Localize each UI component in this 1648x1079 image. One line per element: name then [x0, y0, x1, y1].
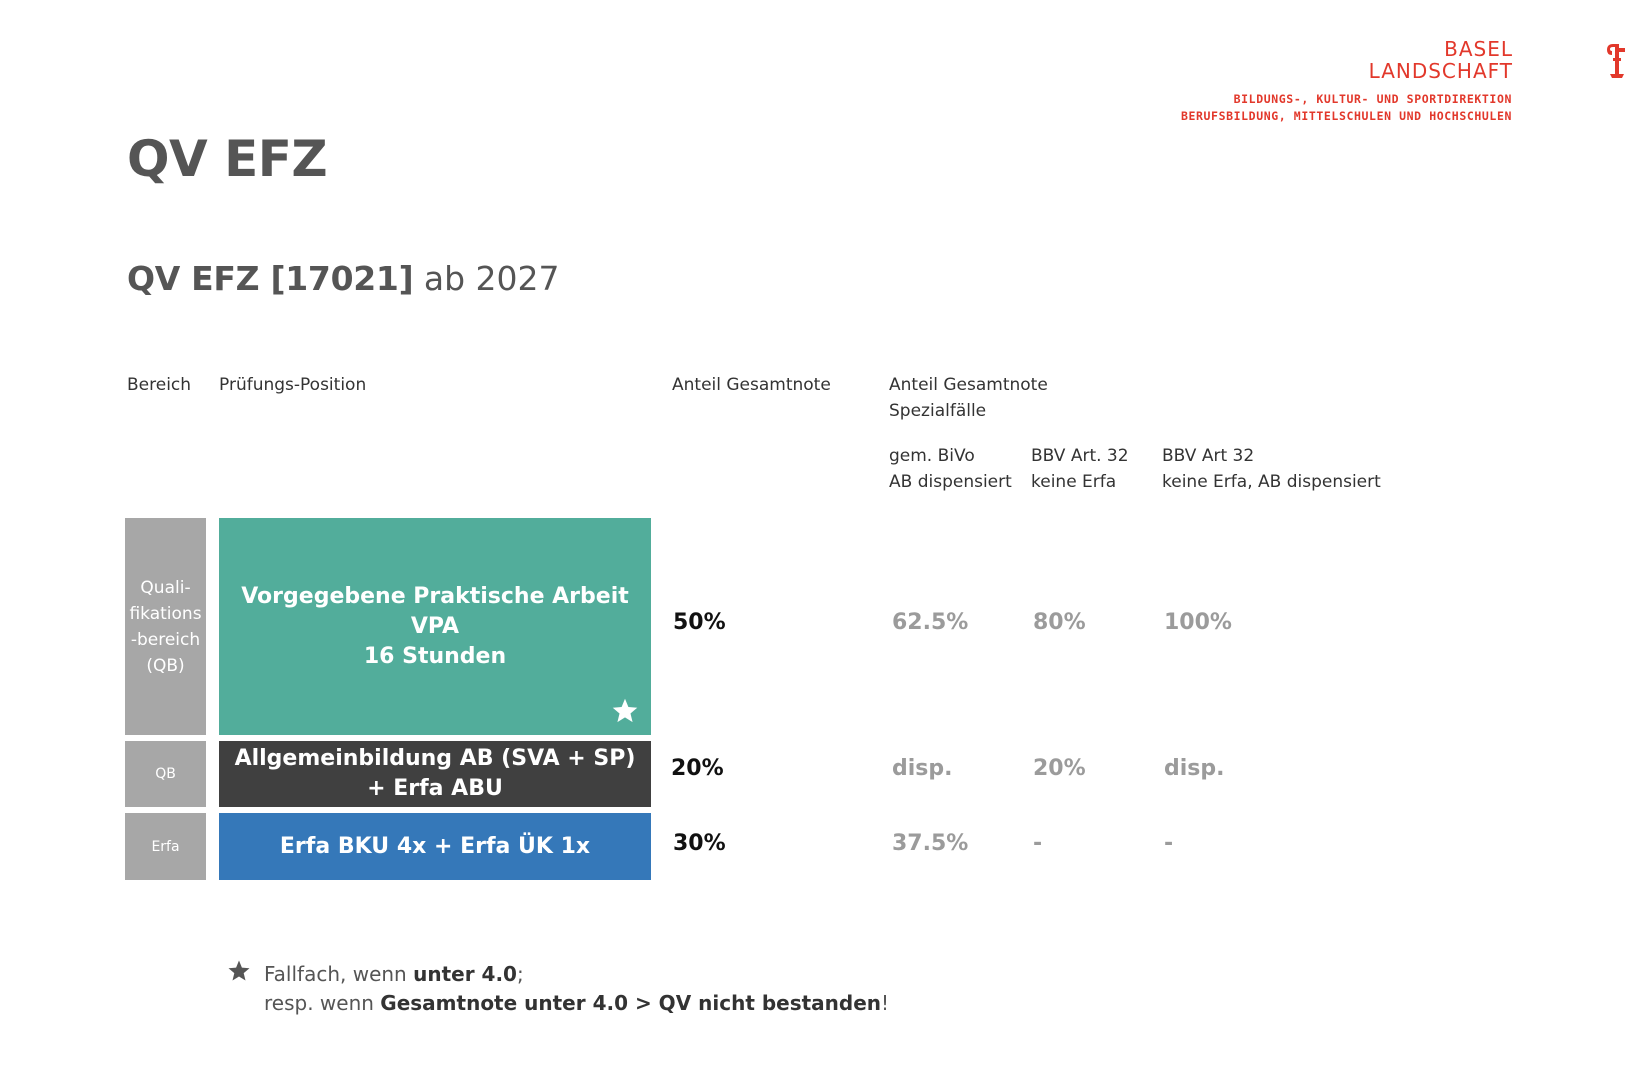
logo-line-landschaft: LANDSCHAFT	[1368, 59, 1513, 83]
footnote	[264, 960, 889, 1018]
bereich-line: -bereich	[130, 629, 201, 650]
anteil-value: 30%	[673, 831, 726, 856]
position-line: Erfa BKU 4x + Erfa ÜK 1x	[279, 833, 591, 859]
logo-subtitle-1: BILDUNGS-, KULTUR- UND SPORTDIREKTION	[1233, 92, 1512, 106]
footnote-text: ;	[516, 962, 524, 986]
spezial-bivo-value: 37.5%	[892, 831, 969, 856]
spezial-art32-value: 20%	[1033, 756, 1086, 781]
logo-subtitle-2: BERUFSBILDUNG, MITTELSCHULEN UND HOCHSCHULEN	[1180, 109, 1512, 123]
position-vpa	[219, 518, 651, 735]
bereich-qb-main	[125, 518, 206, 735]
footnote-line2	[264, 989, 889, 1018]
bereich-erfa	[125, 813, 206, 880]
header-spezialfaelle	[889, 372, 1048, 424]
bereich-line: Erfa	[151, 838, 180, 855]
spezial-art32-value: -	[1033, 831, 1043, 856]
star-icon	[611, 697, 639, 725]
bereich-line: fikations	[129, 603, 202, 624]
footnote-emphasis: Gesamtnote unter 4.0 > QV nicht bestanden	[380, 991, 882, 1015]
bereich-line: QB	[155, 766, 176, 782]
subtitle-code: QV EFZ [17021]	[127, 259, 414, 298]
bereich-line: Quali-	[140, 577, 191, 598]
position-line: + Erfa ABU	[367, 776, 503, 801]
bereich-qb	[125, 741, 206, 807]
header-anteil: Anteil Gesamtnote	[672, 375, 831, 395]
header-art32-ab-line1: BBV Art 32	[1162, 446, 1255, 466]
header-art32-line2: keine Erfa	[1031, 472, 1117, 492]
header-spezial-line1: Anteil Gesamtnote	[889, 375, 1048, 395]
spezial-bivo-value: disp.	[892, 756, 953, 781]
footnote-text: resp. wenn	[264, 991, 381, 1015]
footnote-text: !	[881, 991, 890, 1015]
header-art32-ab-line2: keine Erfa, AB dispensiert	[1162, 472, 1381, 492]
star-icon	[227, 959, 251, 983]
position-erfa	[219, 813, 651, 880]
footnote-text: Fallfach, wenn	[264, 962, 414, 986]
header-bivo	[889, 443, 1012, 495]
position-line: 16 Stunden	[363, 643, 507, 669]
header-bivo-line1: gem. BiVo	[889, 446, 975, 466]
spezial-bivo-value: 62.5%	[892, 610, 969, 635]
footnote-emphasis: unter 4.0	[413, 962, 517, 986]
position-line: Allgemeinbildung AB (SVA + SP)	[234, 746, 636, 771]
anteil-value: 20%	[671, 756, 724, 781]
logo	[1093, 38, 1513, 82]
position-line: Vorgegebene Praktische Arbeit	[241, 583, 629, 609]
page-title: QV EFZ	[127, 130, 328, 188]
header-spezial-line2: Spezialfälle	[889, 401, 987, 421]
header-position: Prüfungs-Position	[219, 375, 367, 395]
header-bivo-line2: AB dispensiert	[889, 472, 1012, 492]
header-art32-ab	[1162, 443, 1381, 495]
spezial-art32-ab-value: 100%	[1164, 610, 1232, 635]
position-allgemeinbildung	[219, 741, 651, 807]
header-art32	[1031, 443, 1129, 495]
header-art32-line1: BBV Art. 32	[1031, 446, 1129, 466]
spezial-art32-ab-value: -	[1164, 831, 1174, 856]
subtitle-date: ab 2027	[423, 259, 560, 298]
spezial-art32-ab-value: disp.	[1164, 756, 1225, 781]
crozier-emblem-icon	[1603, 40, 1629, 82]
position-line: VPA	[410, 613, 460, 639]
bereich-line: (QB)	[146, 655, 185, 676]
footnote-line1	[264, 960, 889, 989]
page-subtitle	[127, 259, 560, 298]
logo-line-basel: BASEL	[1444, 37, 1513, 61]
anteil-value: 50%	[673, 610, 726, 635]
header-bereich: Bereich	[127, 375, 192, 395]
spezial-art32-value: 80%	[1033, 610, 1086, 635]
